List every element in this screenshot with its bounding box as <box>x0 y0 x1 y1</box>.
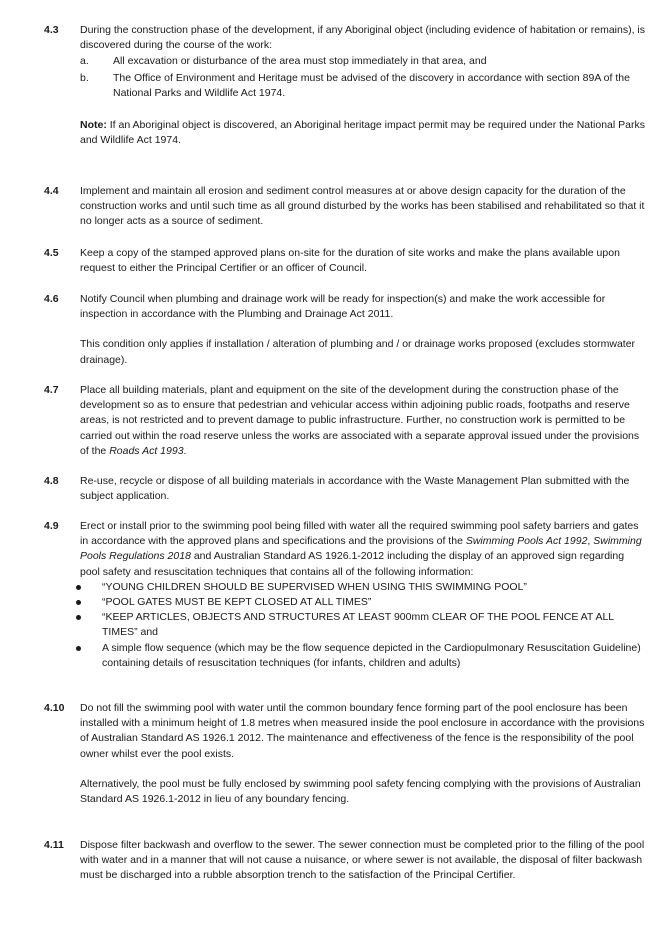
clause-text-main: Place all building materials, plant and equipment on the site of the development during the construction phase of the development so as to ensure that pedestrian and vehicular access within adjoining public roads, footpaths and reserve areas, is not restricted and to prevent damage to public infrastructure. Further, no construction work is permitted to be carried out within the road reserve unless the works are associated with a separate approval issued under the provisions of the <box>80 384 640 457</box>
list-item <box>76 610 646 640</box>
act-name-2: Swimming Pools Regulations 2018 <box>80 535 642 563</box>
clause-text-end: . <box>183 444 187 457</box>
clause-body <box>80 474 646 504</box>
clause-text-part1: Erect or install prior to the swimming pool being filled with water all the required swimming pool safety barriers and gates in accordance with the approved plans and specifications and the provisions of the <box>80 520 639 548</box>
list-item <box>76 580 646 595</box>
list-item-text: “YOUNG CHILDREN SHOULD BE SUPERVISED WHEN USING THIS SWIMMING POOL” <box>102 580 527 593</box>
note-paragraph <box>80 118 646 148</box>
clause-body <box>80 292 646 368</box>
clause-number: 4.7 <box>44 384 59 396</box>
clause-body <box>80 23 646 148</box>
clause-text <box>80 519 646 580</box>
list-item <box>76 595 646 610</box>
clause-body <box>80 184 646 230</box>
list-item-text: “KEEP ARTICLES, OBJECTS AND STRUCTURES AT LEAST 900mm CLEAR OF THE POOL FENCE AT ALL TIMES” and <box>102 611 614 639</box>
sub-item-text: The Office of Environment and Heritage must be advised of the discovery in accordance with section 89A of the National Parks and Wildlife Act 1974. <box>113 71 630 99</box>
clause-number: 4.5 <box>44 247 59 259</box>
clause-text: Notify Council when plumbing and drainage work will be ready for inspection(s) and make the work accessible for inspection in accordance with the Plumbing and Drainage Act 2011. <box>80 293 606 321</box>
sub-item-b <box>80 71 646 101</box>
act-name-1: Swimming Pools Act 1992 <box>465 535 588 548</box>
clause-text: During the construction phase of the development, if any Aboriginal object (including evidence of habitation or remains), is discovered during the course of the work: <box>80 24 645 52</box>
list-item-text: A simple flow sequence (which may be the flow sequence depicted in the Cardiopulmonary Resuscitation Guideline) containing details of resuscitation techniques (for infants, children and adults) <box>102 641 641 669</box>
clause-text-secondary: Alternatively, the pool must be fully enclosed by swimming pool safety fencing complying with the provisions of Australian Standard AS 1926.1-2012 in lieu of any boundary fencing. <box>80 777 641 806</box>
clause-text <box>80 383 646 459</box>
bullet-list <box>76 580 646 671</box>
clause-number: 4.9 <box>44 520 59 532</box>
clause-number: 4.4 <box>44 185 59 197</box>
bullet-icon <box>76 600 81 605</box>
clause-body <box>80 246 646 276</box>
sub-item-label: a. <box>80 55 89 68</box>
clause-text-part2: and Australian Standard AS 1926.1-2012 including the display of an approved sign regarding pool safety and resuscitation techniques that contains all of the following information: <box>80 550 625 578</box>
separator: , <box>587 535 594 548</box>
clause-number: 4.11 <box>44 839 64 851</box>
clause-text: Dispose filter backwash and overflow to the sewer. The sewer connection must be completed prior to the filling of the pool with water and in a manner that will not cause a nuisance, or where sewer is not available, the disposal of filter backwash must be discharged into a rubble absorption trench to the satisfaction of the Principal Certifier. <box>80 839 645 882</box>
clause-text: Re-use, recycle or dispose of all building materials in accordance with the Waste Management Plan submitted with the subject application. <box>80 475 630 503</box>
sub-item-text: All excavation or disturbance of the area must stop immediately in that area, and <box>113 55 487 68</box>
bullet-icon <box>76 646 81 651</box>
clause-body <box>80 838 646 884</box>
note-label: Note: <box>80 119 107 132</box>
clause-body <box>80 383 646 459</box>
clause-body <box>80 701 646 807</box>
clause-number: 4.6 <box>44 293 59 305</box>
clause-number: 4.8 <box>44 475 59 487</box>
act-name: Roads Act 1993 <box>109 444 184 457</box>
sub-item-a <box>80 54 646 69</box>
clause-text: Do not fill the swimming pool with water until the common boundary fence forming part of the pool enclosure has been installed with a minimum height of 1.8 metres when measured inside the pool enclosure in accordance with the provisions of Australian Standard AS 1926.1 2012. The maintenance and effectiveness of the fence is the responsibility of the pool owner whilst ever the pool exists. <box>80 702 645 760</box>
list-item-text: “POOL GATES MUST BE KEPT CLOSED AT ALL TIMES” <box>102 596 372 609</box>
note-text: If an Aboriginal object is discovered, an Aboriginal heritage impact permit may be required under the National Parks and Wildlife Act 1974. <box>80 119 645 147</box>
clause-text-secondary: This condition only applies if installation / alteration of plumbing and / or drainage works proposed (excludes stormwater drainage). <box>80 338 636 366</box>
clause-body <box>80 519 646 671</box>
sub-item-label: b. <box>80 71 89 84</box>
list-item <box>76 641 646 671</box>
bullet-icon <box>76 615 81 620</box>
clause-text: Keep a copy of the stamped approved plans on-site for the duration of site works and make the plans available upon request to either the Principal Certifier or an officer of Council. <box>80 247 620 275</box>
bullet-icon <box>76 585 81 590</box>
clause-number: 4.10 <box>44 702 65 714</box>
clause-number: 4.3 <box>44 24 59 36</box>
clause-text: Implement and maintain all erosion and sediment control measures at or above design capacity for the duration of the construction works and until such time as all ground disturbed by the works has been stabilised and rehabilitated so that it no longer acts as a source of sediment. <box>80 185 645 228</box>
